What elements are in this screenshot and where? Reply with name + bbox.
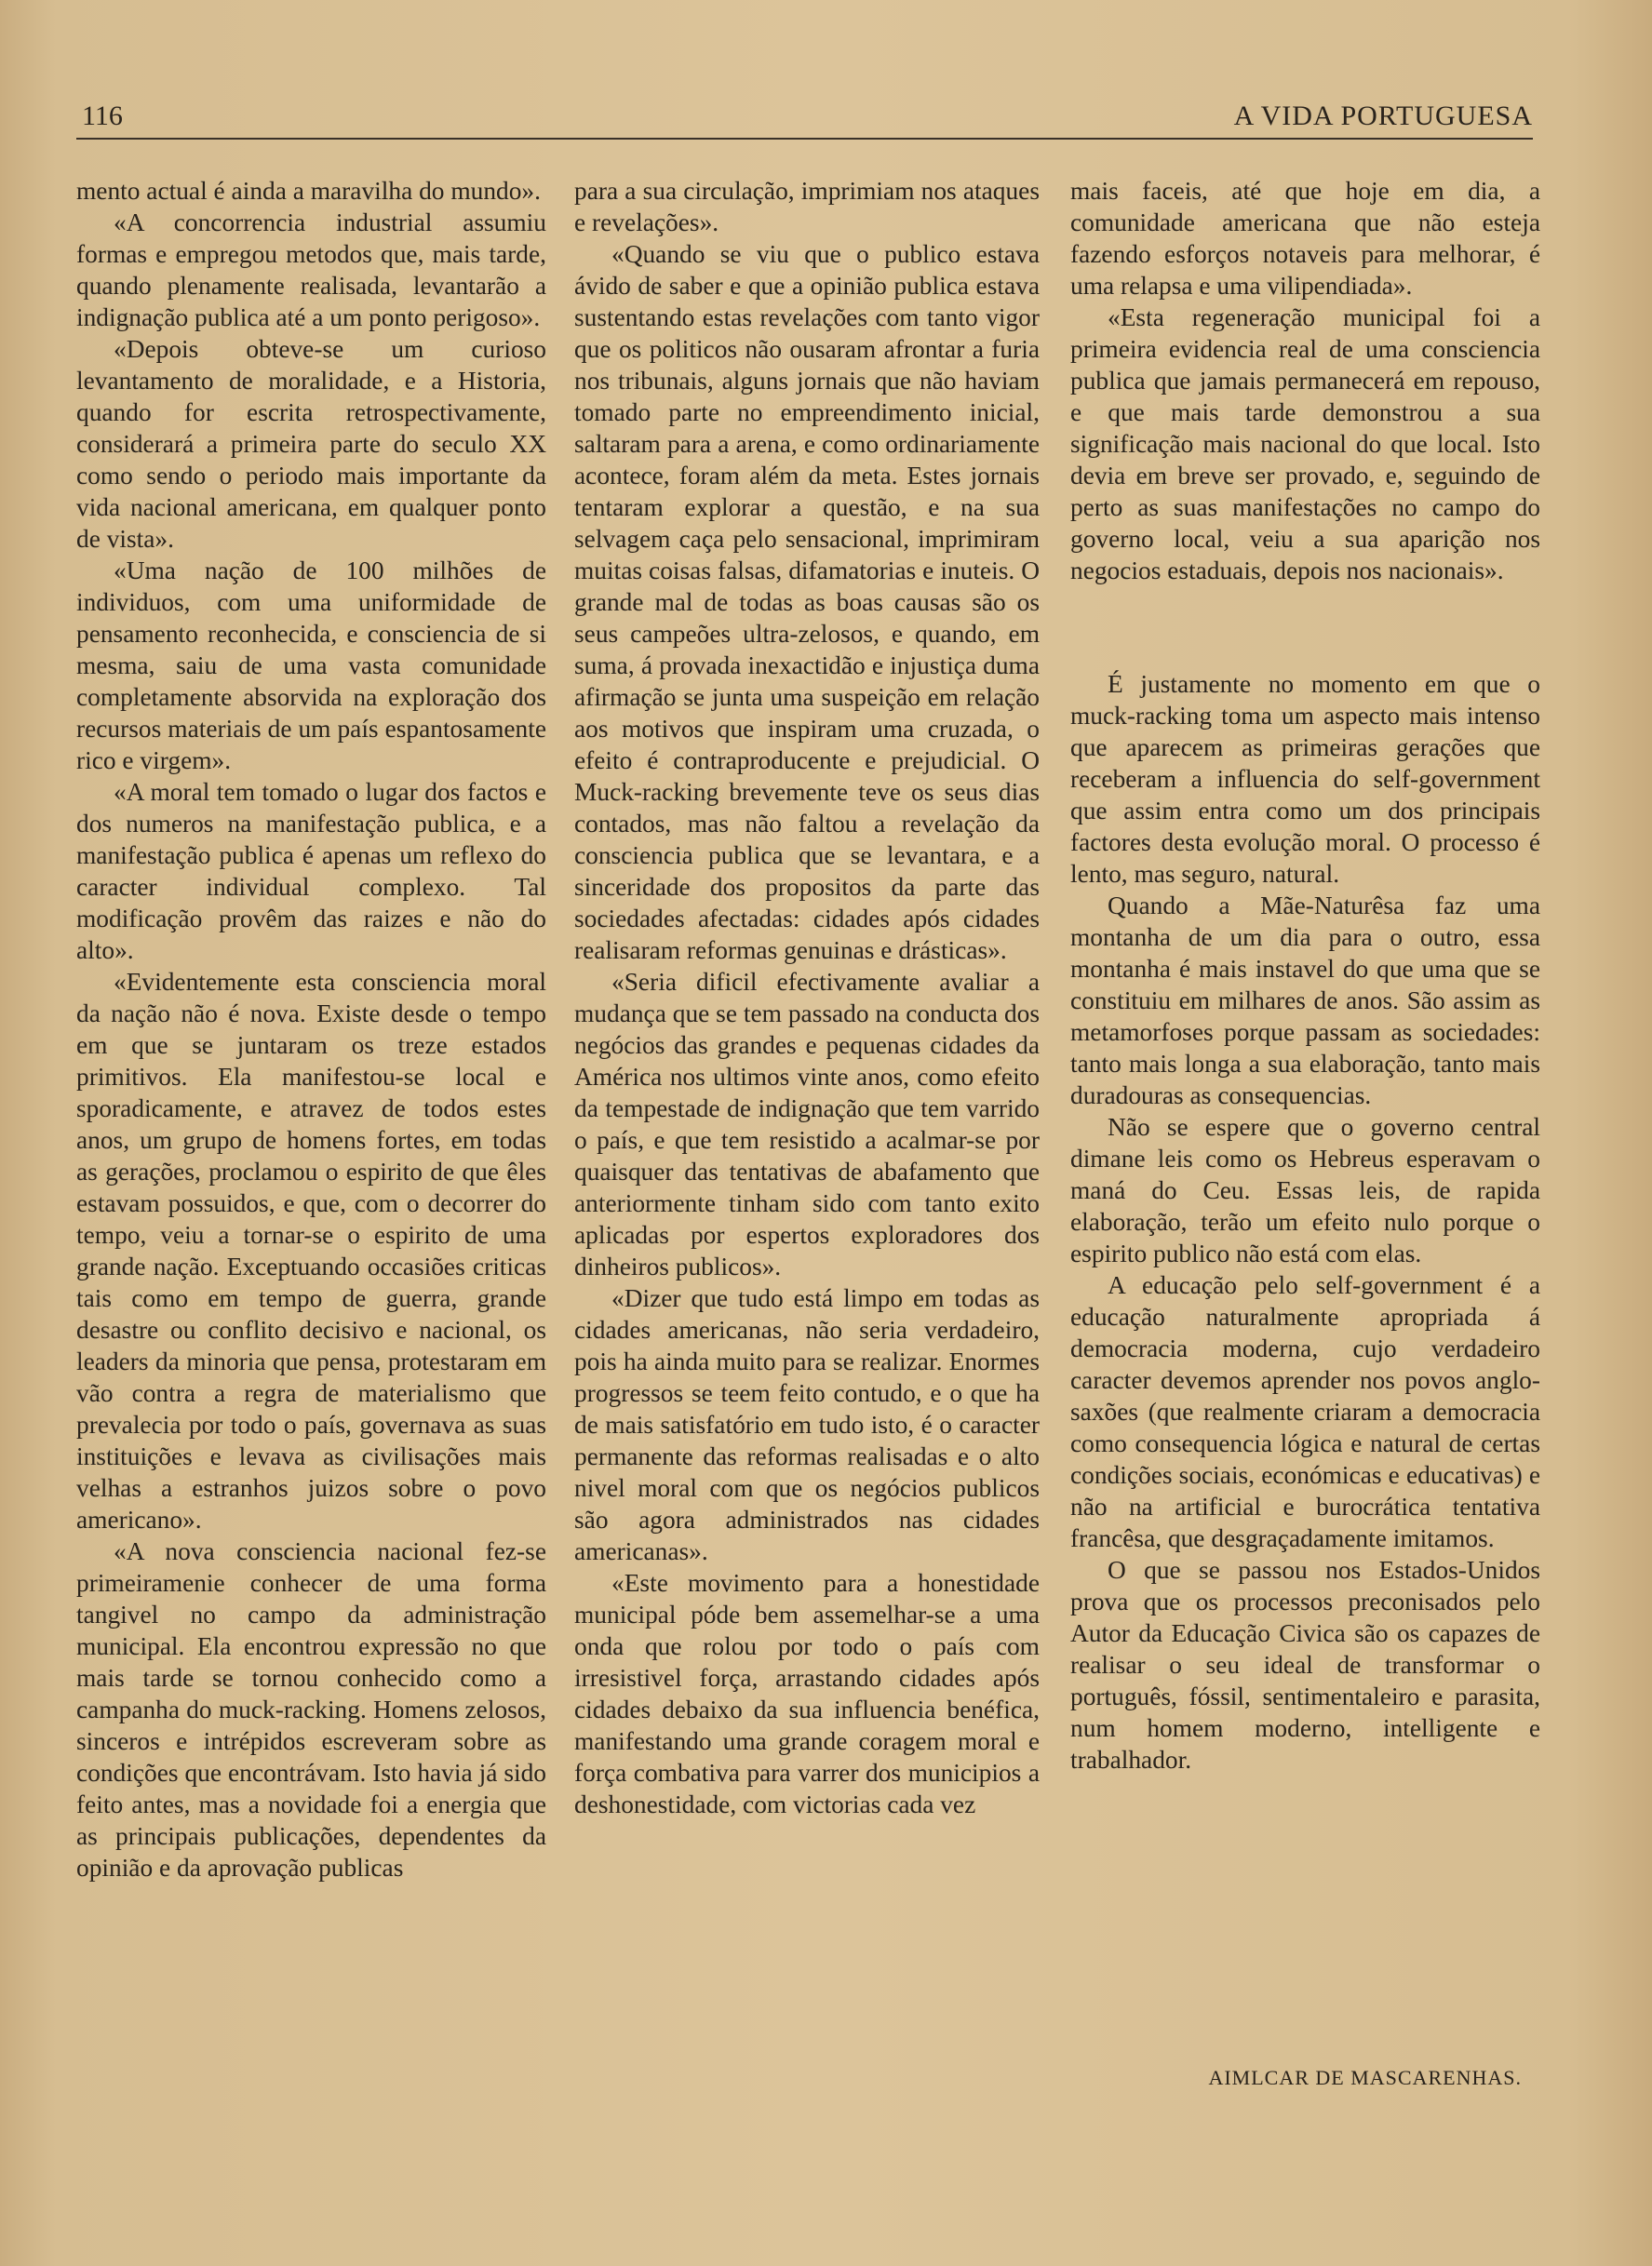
text-column-3	[1070, 175, 1540, 2194]
text-column-2	[574, 175, 1040, 2194]
paragraph: mais faceis, até que hoje em dia, a comunidade americana que não esteja fazendo esforços notaveis para melhorar, é uma relapsa e uma vilipendiada».	[1070, 177, 1540, 300]
text-column-1	[76, 175, 546, 2194]
paragraph: «Esta regeneração municipal foi a primeira evidencia real de uma consciencia publica que jamais permanecerá em repouso, e que mais tarde demonstrou a sua significação mais nacional do que local. Isto devia em breve ser provado, e, seguindo de perto as suas manifestações no campo do governo local, veiu a sua aparição nos negocios estaduais, depois nos nacionais».	[1070, 303, 1540, 584]
author-signature: AIMLCAR DE MASCARENHAS.	[1208, 2066, 1522, 2089]
paragraph: O que se passou nos Estados-Unidos prova que os processos preconisados pelo Autor da Educação Civica são os capazes de realisar o seu ideal de transformar o português, fóssil, sentimentaleiro e parasita, num homem moderno, intelligente e trabalhador.	[1070, 1556, 1540, 1774]
paragraph: «Seria dificil efectivamente avaliar a mudança que se tem passado na conducta dos negócios das grandes e pequenas cidades da América nos ultimos vinte anos, como efeito da tempestade de indignação que tem varrido o país, e que tem resistido a acalmar-se por quaisquer das tentativas de abafamento que anteriormente tinham sido com tanto exito aplicadas por espertos exploradores dos dinheiros publicos».	[574, 968, 1040, 1280]
paragraph: «Depois obteve-se um curioso levantamento de moralidade, e a Historia, quando for escrita retrospectivamente, considerará a primeira parte do seculo XX como sendo o periodo mais importante da vida nacional americana, em qualquer ponto de vista».	[76, 335, 546, 553]
paragraph: «A concorrencia industrial assumiu formas e empregou metodos que, mais tarde, quando plenamente realisada, levantarão a indignação publica até a um ponto perigoso».	[76, 208, 546, 331]
page-number: 116	[82, 101, 123, 131]
paragraph: Quando a Mãe-Naturêsa faz uma montanha de um dia para o outro, essa montanha é mais instavel do que uma que se constituiu em milhares de anos. São assim as metamorfoses porque passam as sociedades: tanto mais longa a sua elaboração, tanto mais duradouras as consequencias.	[1070, 892, 1540, 1109]
paragraph: «Este movimento para a honestidade municipal póde bem assemelhar-se a uma onda que rolou por todo o país com irresistivel força, arrastando cidades após cidades debaixo da sua influencia benéfica, manifestando uma grande coragem moral e força combativa para varrer dos municipios a deshonestidade, com victorias cada vez	[574, 1569, 1040, 1818]
paragraph: mento actual é ainda a maravilha do mundo».	[76, 177, 541, 205]
paragraph: para a sua circulação, imprimiam nos ataques e revelações».	[574, 177, 1040, 236]
journal-title: A VIDA PORTUGUESA	[1233, 101, 1533, 131]
paragraph: Não se espere que o governo central dimane leis como os Hebreus esperavam o maná do Ceu. Essas leis, de rapida elaboração, terão um efeito nulo porque o espirito publico não está com elas.	[1070, 1113, 1540, 1267]
paragraph: É justamente no momento em que o muck-racking toma um aspecto mais intenso que aparecem as primeiras gerações que receberam a influencia do self-government que assim entra como um dos principais factores desta evolução moral. O processo é lento, mas seguro, natural.	[1070, 670, 1540, 888]
paragraph: «A moral tem tomado o lugar dos factos e dos numeros na manifestação publica, e a manifestação publica é apenas um reflexo do caracter individual complexo. Tal modificação provêm das raizes e não do alto».	[76, 778, 546, 964]
paragraph: «A nova consciencia nacional fez-se primeiramenie conhecer de uma forma tangivel no campo da administração municipal. Ela encontrou expressão no que mais tarde se tornou conhecido como a campanha do muck-racking. Homens zelosos, sinceros e intrépidos escreveram sobre as condições que encontrávam. Isto havia já sido feito antes, mas a novidade foi a energia que as principais publicações, dependentes da opinião e da aprovação publicas	[76, 1537, 546, 1882]
paragraph: «Dizer que tudo está limpo em todas as cidades americanas, não seria verdadeiro, pois ha ainda muito para se realizar. Enormes progressos se teem feito contudo, e o que ha de mais satisfatório em tudo isto, é o caracter permanente das reformas realisadas e o alto nivel moral com que os negócios publicos são agora administrados nas cidades americanas».	[574, 1284, 1040, 1565]
paragraph: «Uma nação de 100 milhões de individuos, com uma uniformidade de pensamento reconhecida, e consciencia de si mesma, saiu de uma vasta comunidade completamente absorvida na exploração dos recursos materiais de um país espantosamente rico e virgem».	[76, 556, 546, 774]
paragraph: «Quando se viu que o publico estava ávido de saber e que a opinião publica estava sustentando estas revelações com tanto vigor que os politicos não ousaram afrontar a furia nos tribunais, alguns jornais que não haviam tomado parte no empreendimento inicial, saltaram para a arena, e como ordinariamente acontece, foram além da meta. Estes jornais tentaram explorar a questão, e na sua selvagem caça pelo sensacional, imprimiram muitas coisas falsas, difamatorias e inuteis. O grande mal de todas as boas causas são os seus campeões ultra-zelosos, e quando, em suma, á provada inexactidão e injustiça duma afirmação se junta uma suspeição em relação aos motivos que inspiram uma cruzada, o efeito é contraproducente e prejudicial. O Muck-racking brevemente teve os seus dias contados, mas não faltou a revelação da consciencia publica que se levantara, e a sinceridade dos propositos da parte das sociedades afectadas: cidades após cidades realisaram reformas genuinas e drásticas».	[574, 240, 1040, 964]
paragraph: A educação pelo self-government é a educação naturalmente apropriada á democracia moderna, cujo verdadeiro caracter devemos aprender nos povos anglo-saxões (que realmente criaram a democracia como consequencia lógica e natural de certas condições sociais, económicas e educativas) e não na artificial e burocrática tentativa francêsa, que desgraçadamente imitamos.	[1070, 1271, 1540, 1552]
paragraph: «Evidentemente esta consciencia moral da nação não é nova. Existe desde o tempo em que se juntaram os treze estados primitivos. Ela manifestou-se local e sporadicamente, e atravez de todos estes anos, um grupo de homens fortes, em todas as gerações, proclamou o espirito de que êles estavam possuidos, e que, com o decorrer do tempo, veiu a tornar-se o espirito de uma grande nação. Exceptuando occasiões criticas tais como em tempo de guerra, grande desastre ou conflito decisivo e nacional, os leaders da minoria que pensa, protestaram em vão contra a regra de materialismo que prevalecia por todo o país, governava as suas instituições e levava as civilisações mais velhas a estranhos juizos sobre o povo americano».	[76, 968, 546, 1534]
running-head	[76, 101, 1533, 140]
